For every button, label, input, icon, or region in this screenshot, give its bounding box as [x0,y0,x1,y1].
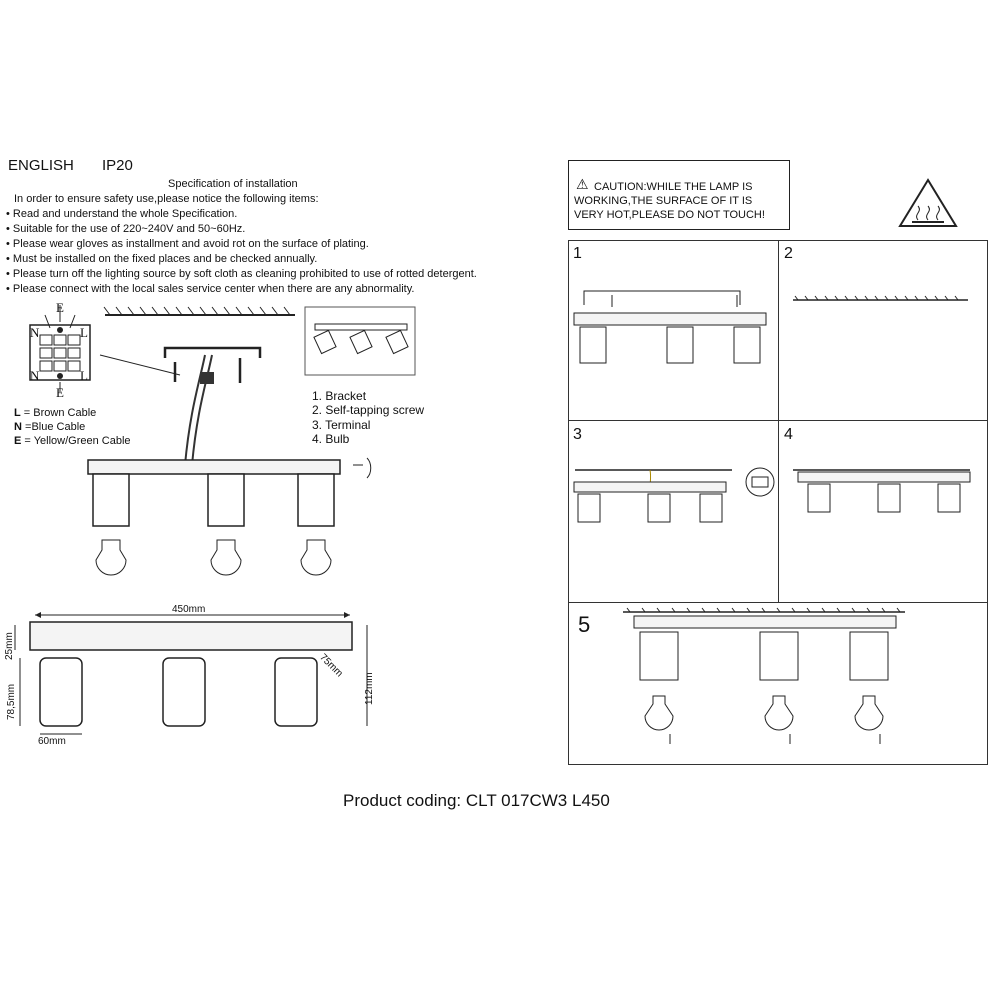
step-2-number: 2 [784,245,793,262]
dim-head-height: 78,5mm [6,683,17,720]
step-4-number: 4 [784,426,793,443]
dim-total-height: 112mm [364,672,375,705]
language-label: ENGLISH [8,157,74,174]
dim-head-width: 60mm [38,736,66,747]
cable-legend-e: E = Yellow/Green Cable [14,435,131,447]
cable-legend-l: L = Brown Cable [14,407,97,419]
terminal-n-top: N [30,325,40,340]
terminal-l-bottom: L [80,368,88,383]
spec-item: • Read and understand the whole Specification. [6,208,238,220]
dim-depth: 75mm [317,652,345,680]
step-1-drawing [572,283,772,373]
step-1-number: 1 [573,245,582,262]
hot-surface-icon [898,178,958,228]
spec-item: • Please connect with the local sales service center when there are any abnormality. [6,283,415,295]
terminal-e-bottom: E [56,385,64,400]
caution-line2: WORKING,THE SURFACE OF IT IS [574,195,753,207]
ip-rating: IP20 [102,157,133,174]
cable-legend-n: N =Blue Cable [14,421,86,433]
spec-item: • Please wear gloves as installment and avoid rot on the surface of plating. [6,238,369,250]
caution-line1: CAUTION:WHILE THE LAMP IS [594,181,753,193]
part-screw: 2. Self-tapping screw [312,403,425,417]
caution-warning-icon: ⚠ [576,176,589,192]
terminal-e-top: E [56,300,64,315]
terminal-l-top: L [80,325,88,340]
part-bulb: 4. Bulb [312,432,350,446]
spec-item: • Suitable for the use of 220~240V and 50~60Hz. [6,223,246,235]
spec-title: Specification of installation [168,178,298,190]
dim-bar-height: 25mm [4,632,15,660]
product-thumbnail [305,307,415,375]
step-5-drawing [620,606,910,751]
terminal-n-bottom: N [30,368,40,383]
part-bracket: 1. Bracket [312,389,367,403]
grid-vline [778,240,779,602]
spec-item: • Please turn off the lighting source by soft cloth as cleaning prohibited to use of rotted detergent. [6,268,477,280]
part-terminal: 3. Terminal [312,418,371,432]
spec-intro: In order to ensure safety use,please notice the following items: [14,193,319,205]
step-3-number: 3 [573,426,582,443]
grid-hline-1 [568,420,988,421]
spec-item: • Must be installed on the fixed places and be checked annually. [6,253,318,265]
step-4-drawing [788,462,978,522]
step-2-drawing [788,288,978,318]
caution-line3: VERY HOT,PLEASE DO NOT TOUCH! [574,209,765,221]
grid-hline-2 [568,602,988,603]
dim-length: 450mm [172,604,206,615]
product-coding: Product coding: CLT 017CW3 L450 [343,791,610,810]
step-3-drawing [572,462,782,537]
step-5-number: 5 [578,612,591,637]
